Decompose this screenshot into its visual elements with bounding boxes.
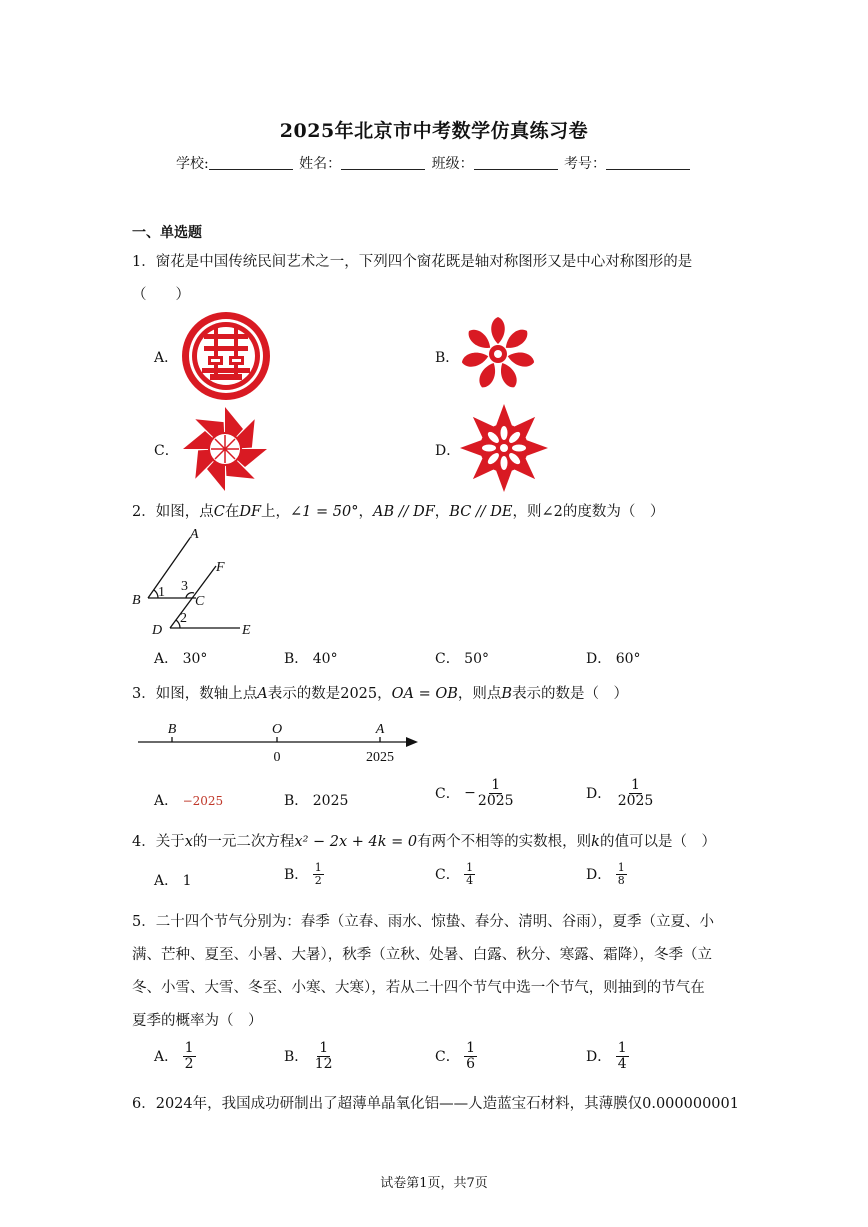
- exam-no-label: 考号：: [564, 156, 607, 172]
- q2-line-df: DF: [239, 504, 262, 520]
- fig-label-c: C: [195, 594, 205, 609]
- q5-text-line3: 冬、小雪、大雪、冬至、小寒、大寒），若从二十四个节气中选一个节气，则抽到的节气在: [132, 980, 705, 996]
- q2-sep2: ，: [434, 504, 450, 520]
- q2-ab-parallel-df: AB // DF: [372, 504, 435, 520]
- school-blank[interactable]: [209, 155, 293, 170]
- q5-option-b: B． $\frac{1}{12}$: [284, 1040, 333, 1072]
- q2-mid: 上，: [261, 504, 291, 520]
- axis-zero: 0: [273, 750, 281, 765]
- q3-number-line: [136, 716, 426, 768]
- q4-option-a: A． 1: [154, 873, 192, 889]
- q5-text-line1: 5．二十四个节气分别为：春季（立春、雨水、惊蛰、春分、清明、谷雨），夏季（立夏、小: [132, 914, 714, 930]
- q1-text-line2: （ ）: [132, 287, 190, 303]
- q4-option-d: D． $\frac{1}{8}$: [586, 861, 625, 887]
- q4-text: 4．关于x的一元二次方程x² − 2x + 4k = 0有两个不相等的实数根，则k的值可以是（ ）: [132, 834, 716, 850]
- double-happiness-papercut-icon: [180, 310, 272, 402]
- q3-option-b: B． 2025: [284, 793, 349, 809]
- q5-text-line2: 满、芒种、夏至、小暑、大暑），秋季（立秋、处暑、白露、秋分、寒露、霜降），冬季（立: [132, 947, 712, 963]
- student-info-line: [0, 153, 868, 173]
- q2-option-d: D． 60°: [586, 651, 641, 667]
- pinwheel-papercut-icon: [180, 404, 270, 494]
- q3-option-d: D． $\frac{1}{2025}$: [586, 777, 654, 809]
- arrow-right-icon: [406, 737, 418, 747]
- axis-label-b: B: [167, 722, 177, 737]
- q2-option-b: B． 40°: [284, 651, 338, 667]
- exam-no-blank[interactable]: [606, 155, 690, 170]
- fig-label-a: A: [190, 527, 199, 542]
- school-label: 学校:: [175, 156, 209, 172]
- q5-option-c: C． $\frac{1}{6}$: [435, 1040, 476, 1072]
- q2-option-a: A． 30°: [154, 651, 208, 667]
- q2-text: [132, 500, 664, 521]
- axis-label-a: A: [375, 722, 385, 737]
- name-label: 姓名：: [299, 156, 342, 172]
- q3-text: 3．如图，数轴上点A表示的数是2025，OA = OB，则点B表示的数是（ ）: [132, 686, 629, 702]
- axis-value: 2025: [366, 750, 394, 765]
- q2-option-c: C． 50°: [435, 651, 489, 667]
- axis-label-o: O: [271, 722, 283, 737]
- q1-text-line1: 1．窗花是中国传统民间艺术之一，下列四个窗花既是轴对称图形又是中心对称图形的是: [132, 254, 693, 270]
- q4-option-b: B． $\frac{1}{2}$: [284, 861, 322, 887]
- fig-label-e: E: [242, 623, 251, 638]
- q1-option-d-label: D．: [435, 443, 461, 459]
- page-footer: 试卷第1页，共7页: [380, 1176, 488, 1191]
- star-flower-papercut-icon: [458, 402, 550, 494]
- q4-option-c: C． $\frac{1}{4}$: [435, 861, 474, 887]
- q1-option-c-label: C．: [154, 443, 179, 459]
- q5-option-a: A． $\frac{1}{2}$: [154, 1040, 194, 1072]
- q5-text-line4: 夏季的概率为（ ）: [132, 1013, 263, 1029]
- q2-prefix: 2．如图，点: [132, 504, 214, 520]
- fig-label-f: F: [216, 560, 225, 575]
- q2-geometry-figure: [128, 524, 268, 644]
- fig-label-b: B: [132, 593, 141, 608]
- q2-suffix: ，则∠2的度数为（ ）: [512, 504, 665, 520]
- fig-label-d: D: [152, 623, 163, 638]
- fig-angle-2: 2: [180, 611, 187, 626]
- q2-on: 在: [224, 504, 240, 520]
- fig-angle-3: 3: [181, 579, 188, 594]
- class-blank[interactable]: [474, 155, 558, 170]
- q3-option-a: A． −2025: [154, 793, 224, 809]
- q3-option-c: C． − $\frac{1}{2025}$: [435, 777, 514, 809]
- q5-option-d: D． $\frac{1}{4}$: [586, 1040, 627, 1072]
- q2-point-c: C: [213, 504, 225, 520]
- name-blank[interactable]: [341, 155, 425, 170]
- page-title: 2025年北京市中考数学仿真练习卷: [279, 120, 589, 142]
- flower-papercut-icon: [460, 316, 536, 392]
- q2-bc-parallel-de: BC // DE: [449, 504, 513, 520]
- q1-option-b-label: B．: [435, 350, 460, 366]
- q2-sep1: ，: [358, 504, 373, 520]
- q1-option-a-label: A．: [154, 350, 179, 366]
- fig-angle-1: 1: [158, 585, 165, 600]
- class-label: 班级：: [431, 156, 474, 172]
- q2-angle1: ∠1 = 50°: [290, 504, 359, 520]
- section-heading: 一、单选题: [132, 225, 202, 241]
- q6-text-line1: 6．2024年，我国成功研制出了超薄单晶氧化铝——人造蓝宝石材料，其薄膜仅0.000000001: [132, 1096, 739, 1112]
